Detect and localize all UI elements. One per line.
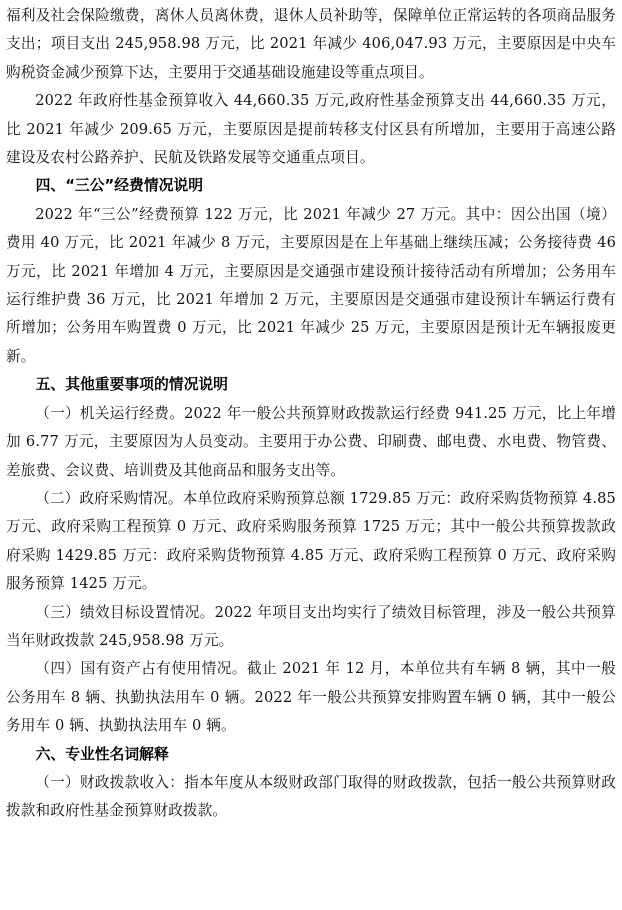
paragraph-state-assets: （四）国有资产占有使用情况。截止 2021 年 12 月，本单位共有车辆 8 辆，其中一般公务用车 8 辆、执勤执法用车 0 辆。2022 年一般公共预算安排购置车辆 0 辆，其中一般公务用车 0 辆、执勤执法用车 0 辆。 [6, 660, 616, 735]
section-heading-three-public-expenses: 四、“三公”经费情况说明 [35, 177, 204, 195]
paragraph-government-fund-budget: 2022 年政府性基金预算收入 44,660.35 万元,政府性基金预算支出 44,660.35 万元，比 2021 年减少 209.65 万元，主要原因是提前转移支付区县有所增加，主要用于高速公路建设及农村公路养护、民航及铁路发展等交通重点项目。 [6, 92, 616, 167]
paragraph-three-public-expenses: 2022 年“三公”经费预算 122 万元，比 2021 年减少 27 万元。其中：因公出国（境）费用 40 万元，比 2021 年减少 8 万元，主要原因是在上年基础上继续压减；公务接待费 46 万元，比 2021 年增加 4 万元，主要原因是交通强市建设预计接待活动有所增加；公务用车运行维护费 36 万元，比 2021 年增加 2 万元，主要原因是交通强市建设预计车辆运行费有所增加；公务用车购置费 0 万元，比 2021 年减少 25 万元，主要原因是预计无车辆报废更新。 [6, 205, 616, 365]
paragraph-operating-expenses: （一）机关运行经费。2022 年一般公共预算财政拨款运行经费 941.25 万元，比上年增加 6.77 万元，主要原因为人员变动。主要用于办公费、印刷费、邮电费、水电费、物管费、差旅费、会议费、培训费及其他商品和服务支出等。 [6, 404, 616, 479]
paragraph-government-procurement: （二）政府采购情况。本单位政府采购预算总额 1729.85 万元：政府采购货物预算 4.85 万元、政府采购工程预算 0 万元、政府采购服务预算 1725 万元；其中一般公共预算拨款政府采购 1429.85 万元：政府采购货物预算 4.85 万元、政府采购工程预算 0 万元、政府采购服务预算 1425 万元。 [6, 489, 616, 593]
section-heading-other-matters: 五、其他重要事项的情况说明 [35, 376, 228, 394]
paragraph-fiscal-appropriation-income: （一）财政拨款收入：指本年度从本级财政部门取得的财政拨款，包括一般公共预算财政拨款和政府性基金预算财政拨款。 [6, 773, 616, 820]
paragraph-performance-targets: （三）绩效目标设置情况。2022 年项目支出均实行了绩效目标管理，涉及一般公共预算当年财政拨款 245,958.98 万元。 [6, 603, 616, 649]
section-heading-terminology: 六、专业性名词解释 [35, 745, 169, 763]
paragraph-expenditure-continued: 福利及社会保险缴费，离休人员离休费，退休人员补助等，保障单位正常运转的各项商品服务支出；项目支出 245,958.98 万元，比 2021 年减少 406,047.93 万元，主要原因是中央车购税资金减少预算下达，主要用于交通基础设施建设等重点项目。 [6, 7, 616, 81]
